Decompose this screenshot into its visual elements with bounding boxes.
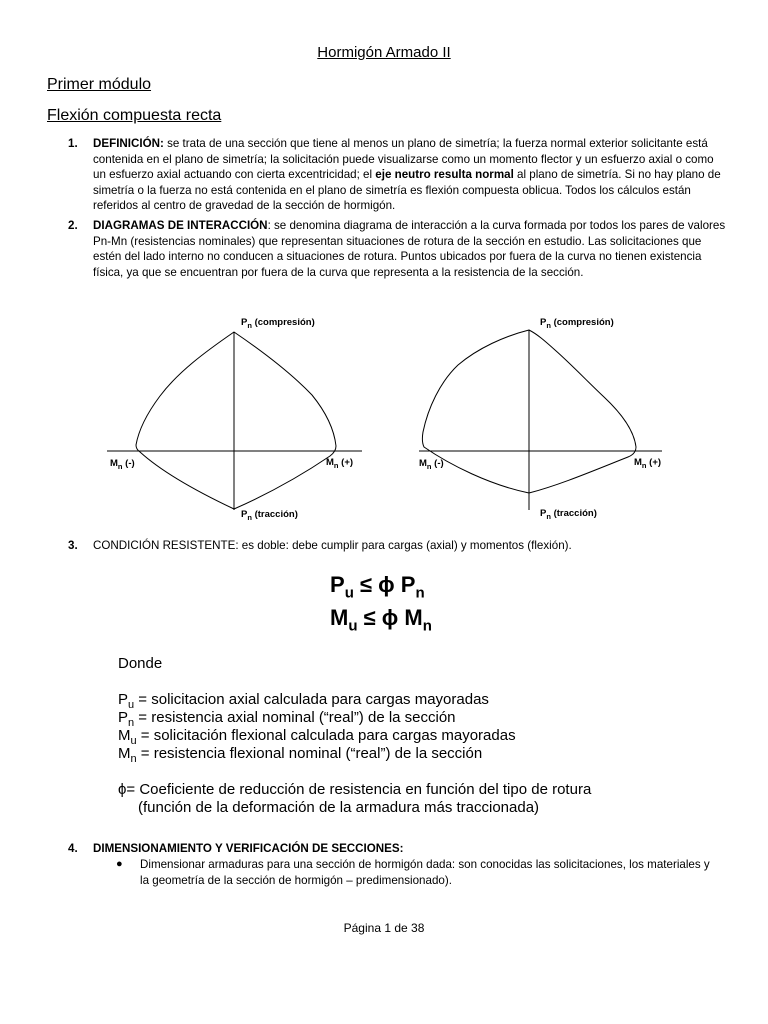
section-number: 1. [68,137,78,150]
section-number: 4. [68,842,78,855]
axis-label-p-traction: $P_n$ (tracción) [241,509,298,522]
bullet-dot-icon: ● [116,858,123,870]
interaction-diagram-asymmetric [419,317,662,521]
section-definition [68,136,728,214]
bullet-item [116,857,716,888]
section-text-cont: al plano de simetría. Si no hay plano de simetría o la fuerza no está contenida en el plano de simetría es flexión compuesta oblicua. Todos los cálculos están referidos al centro de gravedad de la sección de hormigón. [93,168,721,213]
definition-pn: $P_n$ = resistencia axial nominal (“real”) de la sección [118,709,456,729]
definition-mu: $M_u$ = solicitación flexional calculada para cargas mayoradas [118,727,516,747]
section-title: DIMENSIONAMIENTO Y VERIFICACIÓN DE SECCIONES: [93,842,404,855]
topic-heading: Flexión compuesta recta [47,107,222,124]
formula-moment [330,605,432,634]
axis-label-p-compression: $P_n$ (compresión) [540,317,614,330]
formula-symbol: M [330,605,349,630]
formula-operator: ≤ ϕ [357,605,405,630]
page-footer: Página 1 de 38 [343,921,425,935]
section-title: DEFINICIÓN: [93,137,164,150]
definition-mn: $M_n$ = resistencia flexional nominal (“real”) de la sección [118,745,483,765]
formula-subscript: u [344,584,354,602]
formula-subscript: n [422,617,432,635]
donde-label: Donde [118,655,163,672]
definition-phi: ϕ= Coeficiente de reducción de resistencia en función del tipo de rotura [118,781,592,798]
section-text: : es doble: debe cumplir para cargas (axial) y momentos (flexión). [235,539,572,552]
axis-label-m-negative: $M_n$ (-) [110,458,135,471]
module-heading: Primer módulo [47,76,152,93]
section-resistance-condition [68,538,728,554]
section-title: DIAGRAMAS DE INTERACCIÓN [93,219,268,232]
axis-label-p-compression: $P_n$ (compresión) [241,317,315,330]
formula-axial [330,572,425,601]
section-text: : se denomina diagrama de interacción a la curva formada por todos los pares de valores Pn-Mn (resistencias nominales) que representan situaciones de rotura de la sección en estudio. Las solicitaciones que estén del lado interno no conducen a situaciones de rotura. Puntos ubicados por fuera de la curva no tienen existencia física, ya que se encuentran por fuera de la curva que representa a la resistencia de la sección. [93,219,726,279]
definition-phi-note: (función de la deformación de la armadura más traccionada) [138,799,540,816]
axis-label-m-negative: $M_n$ (-) [419,458,444,471]
axis-label-m-positive: $M_n$ (+) [634,457,662,470]
bullet-text: Dimensionar armaduras para una sección de hormigón dada: son conocidas las solicitaciones, los materiales y la geometría de la sección de hormigón – predimensionado). [140,858,710,887]
interaction-curve [136,332,336,509]
definition-pu: $P_u$ = solicitacion axial calculada para cargas mayoradas [118,691,489,711]
formula-symbol: P [330,572,345,597]
formula-symbol: M [404,605,423,630]
interaction-diagrams-figure [0,310,768,525]
formula-subscript: u [348,617,358,635]
axis-label-p-traction: $P_n$ (tracción) [540,508,597,521]
formula-subscript: n [415,584,425,602]
formula-symbol: P [400,572,416,597]
section-interaction-diagrams [68,218,728,280]
axis-label-m-positive: $M_n$ (+) [326,457,354,470]
section-text: se trata de una sección que tiene al menos un plano de simetría; la fuerza normal exterior solicitante está contenida en el plano de simetría; la solicitación puede visualizarse como un momento flector y un esfuerzo axial o como un esfuerzo axial actuando con cierta excentricidad; el [93,137,714,182]
section-title: CONDICIÓN RESISTENTE [93,539,236,552]
document-title: Hormigón Armado II [317,44,451,61]
formula-operator: ≤ ϕ [353,572,401,597]
section-number: 2. [68,219,78,232]
section-number: 3. [68,539,78,552]
emphasis-text: eje neutro resulta normal [375,168,514,182]
section-dimensioning [68,841,728,857]
interaction-diagram-symmetric [107,317,362,522]
